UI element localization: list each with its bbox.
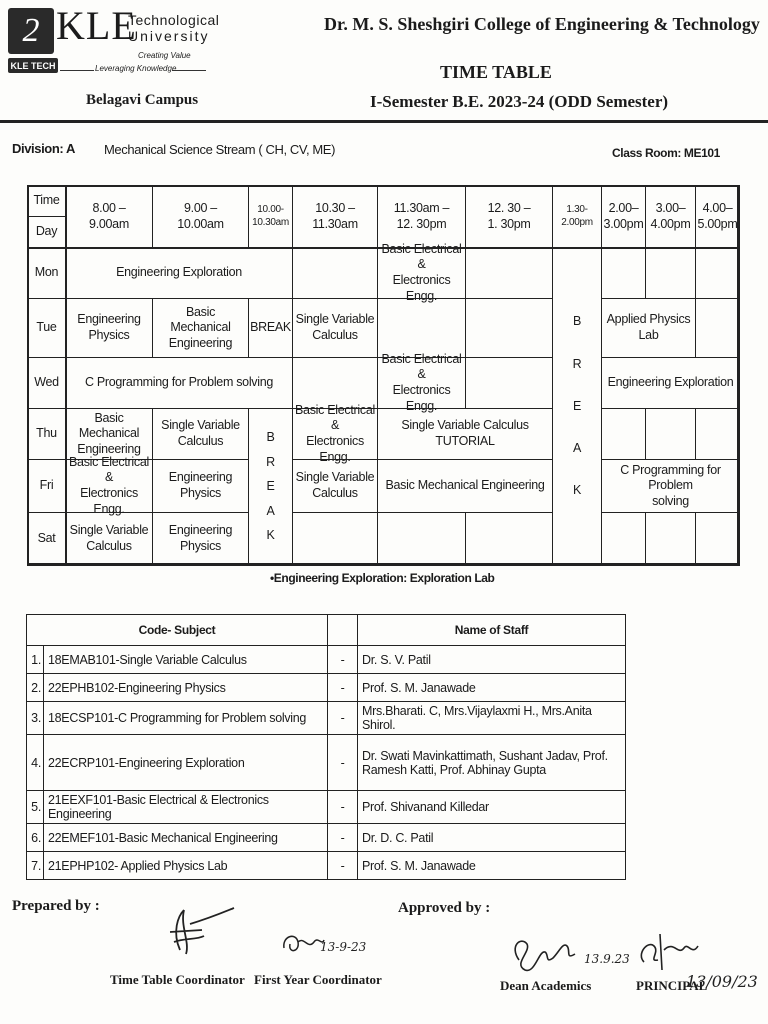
staff-cell: Mrs.Bharati. C, Mrs.Vijaylaxmi H., Mrs.Anita Shirol. xyxy=(358,702,626,735)
subject-cell: 22EPHB102-Engineering Physics xyxy=(44,674,328,702)
dash-cell: - xyxy=(328,852,358,880)
time-slot-header: 1.30- 2.00pm xyxy=(552,185,602,248)
break-letter: A xyxy=(572,440,582,455)
header-divider xyxy=(0,120,768,123)
signature-time-table-coordinator xyxy=(150,902,240,962)
break-letter: B xyxy=(266,429,275,444)
dash-cell: - xyxy=(328,735,358,791)
break-letter: K xyxy=(572,482,582,497)
day-cell: Sat xyxy=(27,512,66,566)
table-row xyxy=(27,852,626,880)
class-cell: Basic Mechanical Engineering xyxy=(377,459,553,513)
role-dean-academics: Dean Academics xyxy=(500,978,592,993)
row-number: 7. xyxy=(27,852,44,880)
dash-cell: - xyxy=(328,646,358,674)
staff-cell: Dr. Swati Mavinkattimath, Sushant Jadav, Prof. Ramesh Katti, Prof. Abhinay Gupta xyxy=(358,735,626,791)
row-number: 3. xyxy=(27,702,44,735)
day-cell: Fri xyxy=(27,459,66,513)
table-row xyxy=(27,646,626,674)
break-letter: E xyxy=(572,398,582,413)
logo-name-line1: Technological xyxy=(128,12,220,28)
classroom-label: Class Room: ME101 xyxy=(612,146,720,160)
day-cell: Thu xyxy=(27,408,66,460)
class-cell: Basic Electrical & Electronics Engg. xyxy=(377,247,466,299)
col-dash-header xyxy=(328,615,358,646)
class-cell: Single Variable Calculus xyxy=(292,298,378,358)
class-cell: C Programming for Problem solving xyxy=(65,357,293,409)
semester-label: I-Semester B.E. 2023-24 (ODD Semester) xyxy=(370,92,669,111)
class-cell: C Programming for Problem solving xyxy=(601,459,740,513)
class-cell: Single Variable Calculus TUTORIAL xyxy=(377,408,553,460)
division-label: Division: A xyxy=(12,141,76,156)
class-cell: Engineering Physics xyxy=(152,459,249,513)
campus-name: Belagavi Campus xyxy=(86,92,199,108)
class-cell: Single Variable Calculus xyxy=(65,512,153,566)
class-cell: Basic Electrical & Electronics Engg. xyxy=(65,459,153,513)
table-row xyxy=(27,702,626,735)
logo-tagline-2: Leveraging Knowledge xyxy=(95,64,177,73)
col-staff-header: Name of Staff xyxy=(358,615,626,646)
day-cell: Wed xyxy=(27,357,66,409)
logo-tagline-1: Creating Value xyxy=(138,51,191,60)
signature-principal xyxy=(634,926,704,976)
subject-cell: 21EPHP102- Applied Physics Lab xyxy=(44,852,328,880)
staff-cell: Prof. S. M. Janawade xyxy=(358,674,626,702)
table-row xyxy=(27,824,626,852)
day-cell: Mon xyxy=(27,247,66,299)
subject-cell: 18EMAB101-Single Variable Calculus xyxy=(44,646,328,674)
prepared-by-label: Prepared by : xyxy=(12,898,100,914)
break-letter: B xyxy=(572,314,582,329)
staff-cell: Prof. Shivanand Killedar xyxy=(358,791,626,824)
time-slot-header: 10.30 – 11.30am xyxy=(292,185,378,248)
class-cell: Applied Physics Lab xyxy=(601,298,696,358)
dash-cell: - xyxy=(328,674,358,702)
break-letter: R xyxy=(572,356,582,371)
break-letter: R xyxy=(266,454,275,469)
dash-cell: - xyxy=(328,824,358,852)
logo-mark-glyph: 2 xyxy=(22,12,40,49)
staff-cell: Prof. S. M. Janawade xyxy=(358,852,626,880)
time-slot-header: 3.00– 4.00pm xyxy=(645,185,696,248)
subject-cell: 22EMEF101-Basic Mechanical Engineering xyxy=(44,824,328,852)
staff-table-header xyxy=(27,615,626,646)
role-time-table-coordinator: Time Table Coordinator xyxy=(110,972,245,987)
table-row xyxy=(27,674,626,702)
logo-university-name xyxy=(128,12,219,44)
dash-cell: - xyxy=(328,791,358,824)
role-first-year-coordinator: First Year Coordinator xyxy=(254,972,382,987)
time-slot-header: 9.00 – 10.00am xyxy=(152,185,249,248)
staff-cell: Dr. D. C. Patil xyxy=(358,824,626,852)
logo-name-line2: University xyxy=(128,28,210,44)
break-cell: BREAK xyxy=(248,298,293,358)
timetable-day-column-rule xyxy=(65,185,67,565)
time-slot-header: 12. 30 – 1. 30pm xyxy=(465,185,553,248)
dash-cell: - xyxy=(328,702,358,735)
timetable-border xyxy=(27,185,739,565)
page-title: TIME TABLE xyxy=(440,62,552,82)
time-slot-header: 4.00– 5.00pm xyxy=(695,185,740,248)
row-number: 4. xyxy=(27,735,44,791)
timetable-footnote: •Engineering Exploration: Exploration Lab xyxy=(270,571,495,585)
day-cell: Tue xyxy=(27,298,66,358)
table-row xyxy=(27,791,626,824)
date-principal: 13/09/23 xyxy=(686,972,758,991)
day-label: Day xyxy=(27,216,66,248)
logo-wordmark: KLE xyxy=(56,3,137,48)
logo-badge: KLE TECH xyxy=(8,58,58,73)
subject-cell: 18ECSP101-C Programming for Problem solving xyxy=(44,702,328,735)
class-cell: Basic Mechanical Engineering xyxy=(65,408,153,460)
stream-label: Mechanical Science Stream ( CH, CV, ME) xyxy=(104,142,336,157)
class-cell: Basic Electrical & Electronics Engg. xyxy=(292,408,378,460)
role-principal: PRINCIPAL xyxy=(636,978,708,993)
logo-divider xyxy=(172,70,206,71)
university-logo xyxy=(8,8,54,54)
date-first-year-coordinator: 13-9-23 xyxy=(320,940,367,954)
row-number: 1. xyxy=(27,646,44,674)
approved-by-label: Approved by : xyxy=(398,900,491,916)
subject-cell: 22ECRP101-Engineering Exploration xyxy=(44,735,328,791)
row-number: 2. xyxy=(27,674,44,702)
class-cell: Engineering Physics xyxy=(65,298,153,358)
row-number: 6. xyxy=(27,824,44,852)
time-slot-header: 10.00- 10.30am xyxy=(248,185,293,248)
table-row xyxy=(27,735,626,791)
class-cell: Basic Mechanical Engineering xyxy=(152,298,249,358)
staff-table xyxy=(26,614,626,880)
class-cell: Engineering Physics xyxy=(152,512,249,566)
break-letter: E xyxy=(266,479,275,494)
class-cell: Basic Electrical & Electronics Engg. xyxy=(377,357,466,409)
logo-divider xyxy=(60,70,94,71)
college-name: Dr. M. S. Sheshgiri College of Engineering & Technology xyxy=(324,14,760,34)
time-slot-header: 2.00– 3.00pm xyxy=(601,185,646,248)
break-letter: K xyxy=(266,528,275,543)
signature-dean-academics xyxy=(505,930,585,978)
col-subject-header: Code- Subject xyxy=(27,615,328,646)
break-letter: A xyxy=(266,503,275,518)
row-number: 5. xyxy=(27,791,44,824)
class-cell: Single Variable Calculus xyxy=(152,408,249,460)
staff-cell: Dr. S. V. Patil xyxy=(358,646,626,674)
date-dean-academics: 13.9.23 xyxy=(584,952,630,966)
timetable-header-rule xyxy=(27,247,739,249)
class-cell: Engineering Exploration xyxy=(601,357,740,409)
subject-cell: 21EEXF101-Basic Electrical & Electronics Engineering xyxy=(44,791,328,824)
time-slot-header: 11.30am – 12. 30pm xyxy=(377,185,466,248)
class-cell: Single Variable Calculus xyxy=(292,459,378,513)
class-cell: Engineering Exploration xyxy=(65,247,293,299)
time-slot-header: 8.00 – 9.00am xyxy=(65,185,153,248)
time-label: Time xyxy=(27,185,66,217)
